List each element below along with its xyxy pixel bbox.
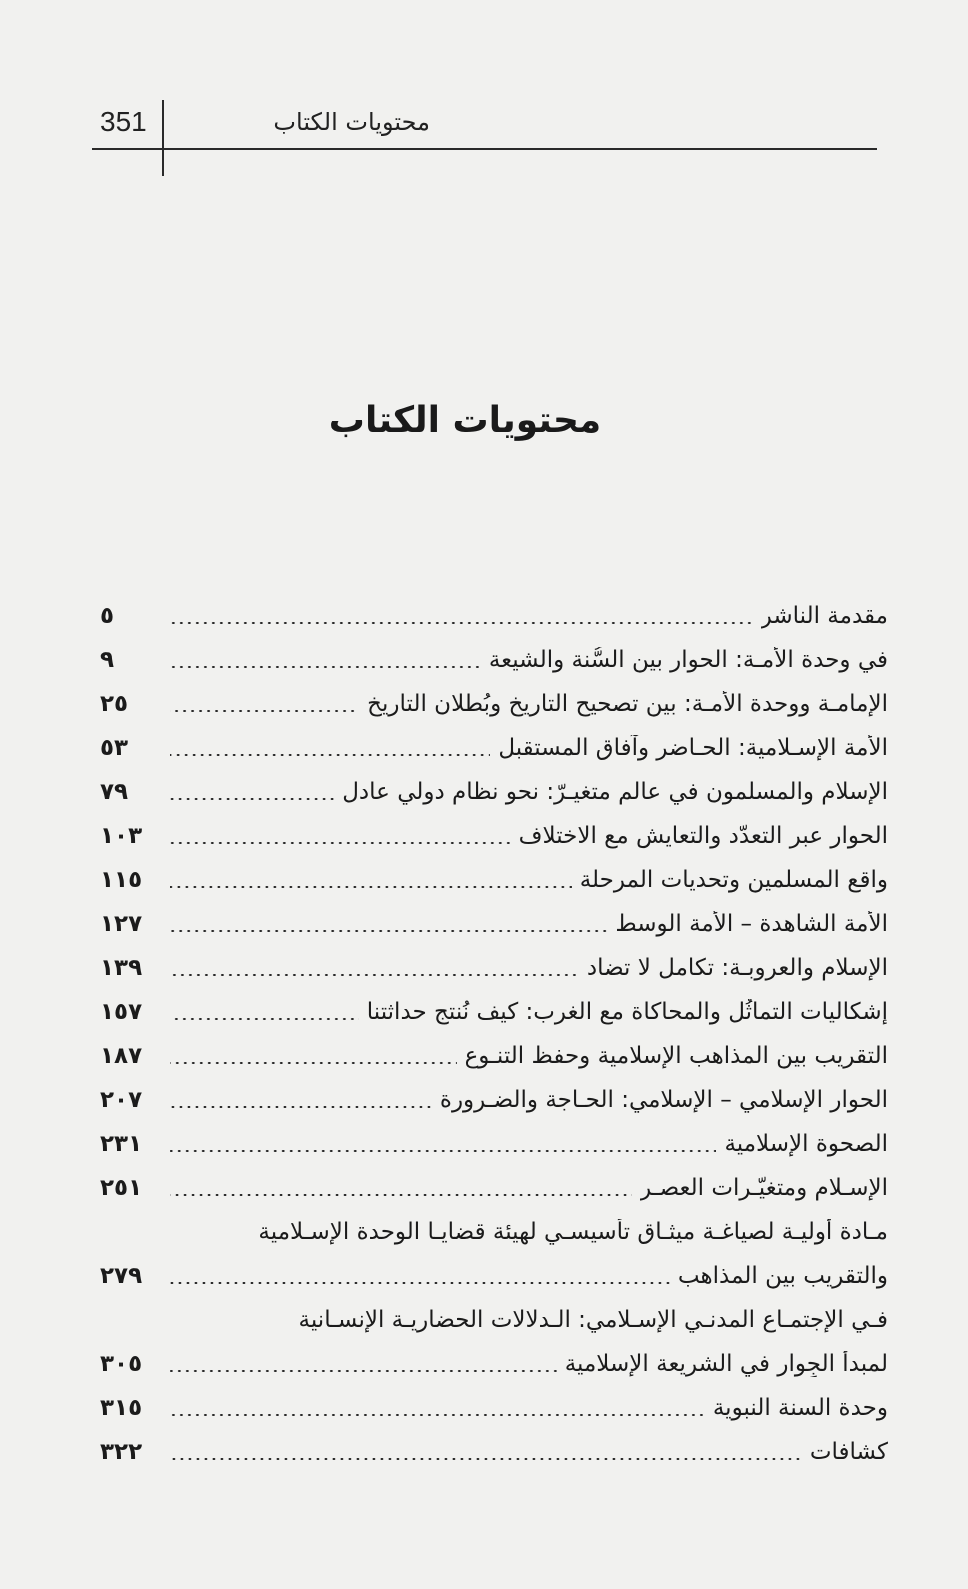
toc-entry-page: ٣٠٥ <box>100 1351 143 1377</box>
toc-entry-title: الأمة الإسـلامية: الحـاضر وآفاق المستقبل <box>498 735 888 761</box>
toc-entry-title: الصحوة الإسلامية <box>724 1131 888 1157</box>
toc-entry-page: ٢٠٧ <box>100 1087 143 1113</box>
toc-entry-title: الأمة الشاهدة – الأمة الوسط <box>615 911 888 937</box>
toc-entry-title: لمبدأ الجِوار في الشريعة الإسلامية <box>564 1351 888 1377</box>
toc-entry-page: ٣٢٢ <box>100 1439 143 1465</box>
toc-entry-title: الإسـلام ومتغيّـرات العصـر <box>640 1175 888 1201</box>
toc-entry[interactable] <box>100 1210 888 1298</box>
toc-entry[interactable] <box>100 1386 888 1430</box>
toc-entry-title: التقريب بين المذاهب الإسلامية وحفظ التنـوع <box>464 1043 888 1069</box>
toc-entry[interactable] <box>100 946 888 990</box>
toc-entry-page: ٥ <box>100 603 115 629</box>
dot-leader <box>170 1458 802 1460</box>
dot-leader <box>170 886 572 888</box>
page-title: محتويات الكتاب <box>328 400 602 441</box>
dot-leader <box>170 710 359 712</box>
toc-entry-title: والتقريب بين المذاهب <box>677 1263 888 1289</box>
toc-entry[interactable] <box>100 902 888 946</box>
header-divider <box>162 100 164 176</box>
toc-entry[interactable] <box>100 1034 888 1078</box>
dot-leader <box>170 930 607 932</box>
toc-entry-page: ٣١٥ <box>100 1395 143 1421</box>
toc-entry-page: ٩ <box>100 647 115 673</box>
toc-entry-page: ٢٣١ <box>100 1131 143 1157</box>
dot-leader <box>170 1194 632 1196</box>
dot-leader <box>170 798 334 800</box>
toc-entry-title: الإسلام والمسلمون في عالم متغيـرّ: نحو نظام دولي عادل <box>342 779 888 805</box>
toc-entry[interactable] <box>100 726 888 770</box>
toc-entry[interactable] <box>100 1078 888 1122</box>
dot-leader <box>170 1106 432 1108</box>
toc-entry[interactable] <box>100 1298 888 1386</box>
toc-entry[interactable] <box>100 858 888 902</box>
toc-entry-page: ١٠٣ <box>100 823 143 849</box>
toc-entry[interactable] <box>100 990 888 1034</box>
toc-entry-page: ١٣٩ <box>100 955 143 981</box>
toc-entry-title-line: فـي الإجتمـاع المدنـي الإسـلامي: الـدلالات الحضاريـة الإنسـانية <box>298 1307 888 1333</box>
dot-leader <box>170 974 579 976</box>
toc-entry-title: إشكاليات التماثُل والمحاكاة مع الغرب: كيف نُنتج حداثتنا <box>366 999 888 1025</box>
toc-entry-page: ٥٣ <box>100 735 129 761</box>
dot-leader <box>170 1282 670 1284</box>
toc-entry[interactable] <box>100 1430 888 1474</box>
toc-entry-page: ٢٧٩ <box>100 1263 143 1289</box>
toc-entry-page: ٧٩ <box>100 779 129 805</box>
dot-leader <box>170 1414 705 1416</box>
table-of-contents <box>100 594 888 1474</box>
toc-entry-title: الحوار الإسلامي – الإسلامي: الحـاجة والضـرورة <box>439 1087 888 1113</box>
header-rule <box>92 148 877 150</box>
dot-leader <box>170 1018 359 1020</box>
toc-entry[interactable] <box>100 770 888 814</box>
toc-entry-page: ٢٥ <box>100 691 129 717</box>
running-header <box>92 96 882 156</box>
toc-entry[interactable] <box>100 638 888 682</box>
toc-entry-page: ٢٥١ <box>100 1175 143 1201</box>
toc-entry-page: ١٢٧ <box>100 911 143 937</box>
page-number: 351 <box>100 106 147 137</box>
dot-leader <box>170 1062 457 1064</box>
toc-entry-title: مقدمة الناشر <box>760 603 888 629</box>
dot-leader <box>170 1370 557 1372</box>
toc-entry-title: الإمامـة ووحدة الأمـة: بين تصحيح التاريخ وبُطلان التاريخ <box>367 691 888 717</box>
dot-leader <box>170 1150 716 1152</box>
toc-entry[interactable] <box>100 594 888 638</box>
dot-leader <box>170 842 511 844</box>
toc-entry-title: الإسلام والعروبـة: تكامل لا تضاد <box>586 955 888 981</box>
toc-entry-page: ١٨٧ <box>100 1043 143 1069</box>
toc-entry[interactable] <box>100 1166 888 1210</box>
toc-entry-page: ١٥٧ <box>100 999 143 1025</box>
dot-leader <box>170 666 481 668</box>
toc-entry[interactable] <box>100 1122 888 1166</box>
running-title: محتويات الكتاب <box>273 108 430 136</box>
dot-leader <box>170 754 490 756</box>
toc-entry-title-line: مـادة أوليـة لصياغـة ميثـاق تأسيسـي لهيئة قضايـا الوحدة الإسـلامية <box>258 1219 888 1245</box>
toc-entry[interactable] <box>100 814 888 858</box>
toc-entry-title: في وحدة الأمـة: الحوار بين السُّنة والشيعة <box>488 647 888 673</box>
toc-entry-title: الحوار عبر التعدّد والتعايش مع الاختلاف <box>518 823 888 849</box>
dot-leader <box>170 622 753 624</box>
toc-entry-title: وحدة السنة النبوية <box>712 1395 888 1421</box>
toc-entry-title: واقع المسلمين وتحديات المرحلة <box>579 867 888 893</box>
toc-entry[interactable] <box>100 682 888 726</box>
toc-entry-page: ١١٥ <box>100 867 143 893</box>
toc-entry-title: كشافات <box>809 1439 888 1465</box>
